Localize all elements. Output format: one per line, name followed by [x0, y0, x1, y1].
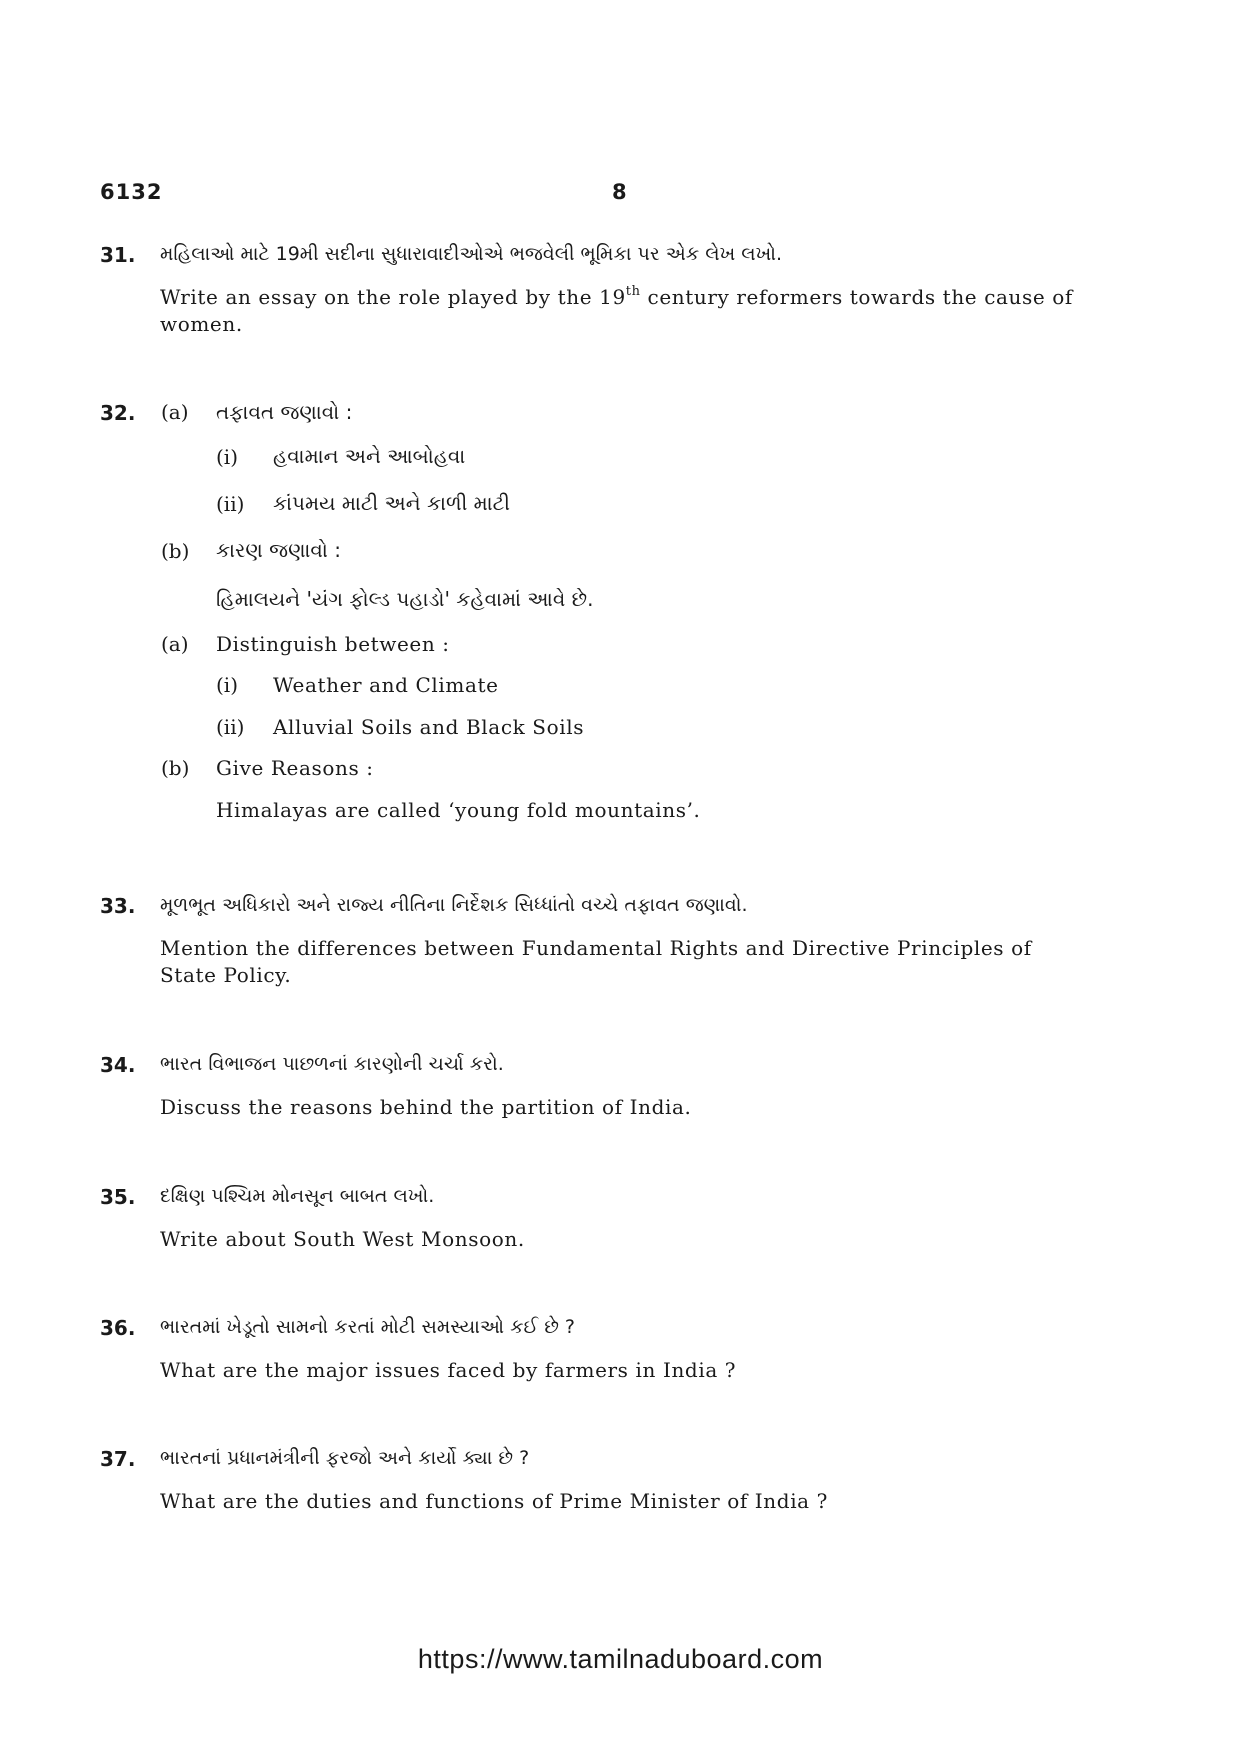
question-number: 36.	[100, 1316, 136, 1340]
question-text-gujarati: ભારત વિભાજન પાછળનાં કારણોની ચર્ચા કરો.	[160, 1053, 504, 1075]
part-a-ii-marker-english: (ii)	[216, 715, 245, 739]
part-b-marker: (b)	[161, 539, 190, 563]
question-number: 32.	[100, 401, 136, 425]
part-b-marker-english: (b)	[161, 756, 190, 780]
question-text-english	[160, 284, 1090, 338]
question-text-gujarati: મહિલાઓ માટે 19મી સદીના સુધારાવાદીઓએ ભજવેલી ભૂમિકા પર એક લેખ લખો.	[160, 243, 783, 265]
question-number: 35.	[100, 1185, 136, 1209]
question-number: 37.	[100, 1447, 136, 1471]
part-a-i-marker: (i)	[216, 445, 239, 469]
part-b-english: Give Reasons :	[216, 756, 374, 780]
question-text-english: What are the duties and functions of Prime Minister of India ?	[160, 1489, 828, 1513]
part-a-ii-gujarati: કાંપમય માટી અને કાળી માટી	[273, 491, 511, 515]
question-text-english: Write about South West Monsoon.	[160, 1227, 525, 1251]
part-a-english: Distinguish between :	[216, 632, 450, 656]
part-a-marker: (a)	[161, 400, 189, 424]
part-a-i-english: Weather and Climate	[273, 673, 499, 697]
part-a-i-marker-english: (i)	[216, 673, 239, 697]
part-a-marker-english: (a)	[161, 632, 189, 656]
question-text-english: Discuss the reasons behind the partition of India.	[160, 1095, 692, 1119]
part-b-english-text: Himalayas are called ‘young fold mountains’.	[216, 798, 701, 822]
part-b-gujarati-text: હિમાલયને 'યંગ ફોલ્ડ પહાડો' કહેવામાં આવે છે.	[216, 587, 594, 611]
question-text-gujarati: ભારતમાં ખેડૂતો સામનો કરતાં મોટી સમસ્યાઓ કઈ છે ?	[160, 1316, 576, 1338]
english-text-part: century reformers towards the cause of women.	[160, 285, 1073, 336]
english-text-part: Write an essay on the role played by the 19	[160, 285, 626, 309]
superscript-th: th	[625, 284, 641, 300]
question-number: 34.	[100, 1053, 136, 1077]
page-number: 8	[612, 180, 627, 204]
part-a-i-gujarati: હવામાન અને આબોહવા	[273, 444, 466, 468]
part-a-ii-english: Alluvial Soils and Black Soils	[273, 715, 585, 739]
question-number: 31.	[100, 243, 136, 267]
question-text-english: What are the major issues faced by farmers in India ?	[160, 1358, 737, 1382]
paper-code: 6132	[100, 180, 163, 204]
question-number: 33.	[100, 894, 136, 918]
question-text-gujarati: દક્ષિણ પશ્ચિમ મોનસૂન બાબત લખો.	[160, 1185, 435, 1207]
part-a-gujarati: તફાવત જણાવો :	[216, 400, 353, 424]
question-text-gujarati: ભારતનાં પ્રધાનમંત્રીની ફરજો અને કાર્યો ક્યા છે ?	[160, 1447, 530, 1469]
part-b-gujarati: કારણ જણાવો :	[216, 538, 341, 562]
part-a-ii-marker: (ii)	[216, 492, 245, 516]
footer-url: https://www.tamilnaduboard.com	[417, 1644, 824, 1674]
question-text-english: Mention the differences between Fundamental Rights and Directive Principles of State Policy.	[160, 936, 1032, 987]
question-text-gujarati: મૂળભૂત અધિકારો અને રાજ્ય નીતિના નિર્દેશક સિધ્ધાંતો વચ્ચે તફાવત જણાવો.	[160, 894, 748, 916]
